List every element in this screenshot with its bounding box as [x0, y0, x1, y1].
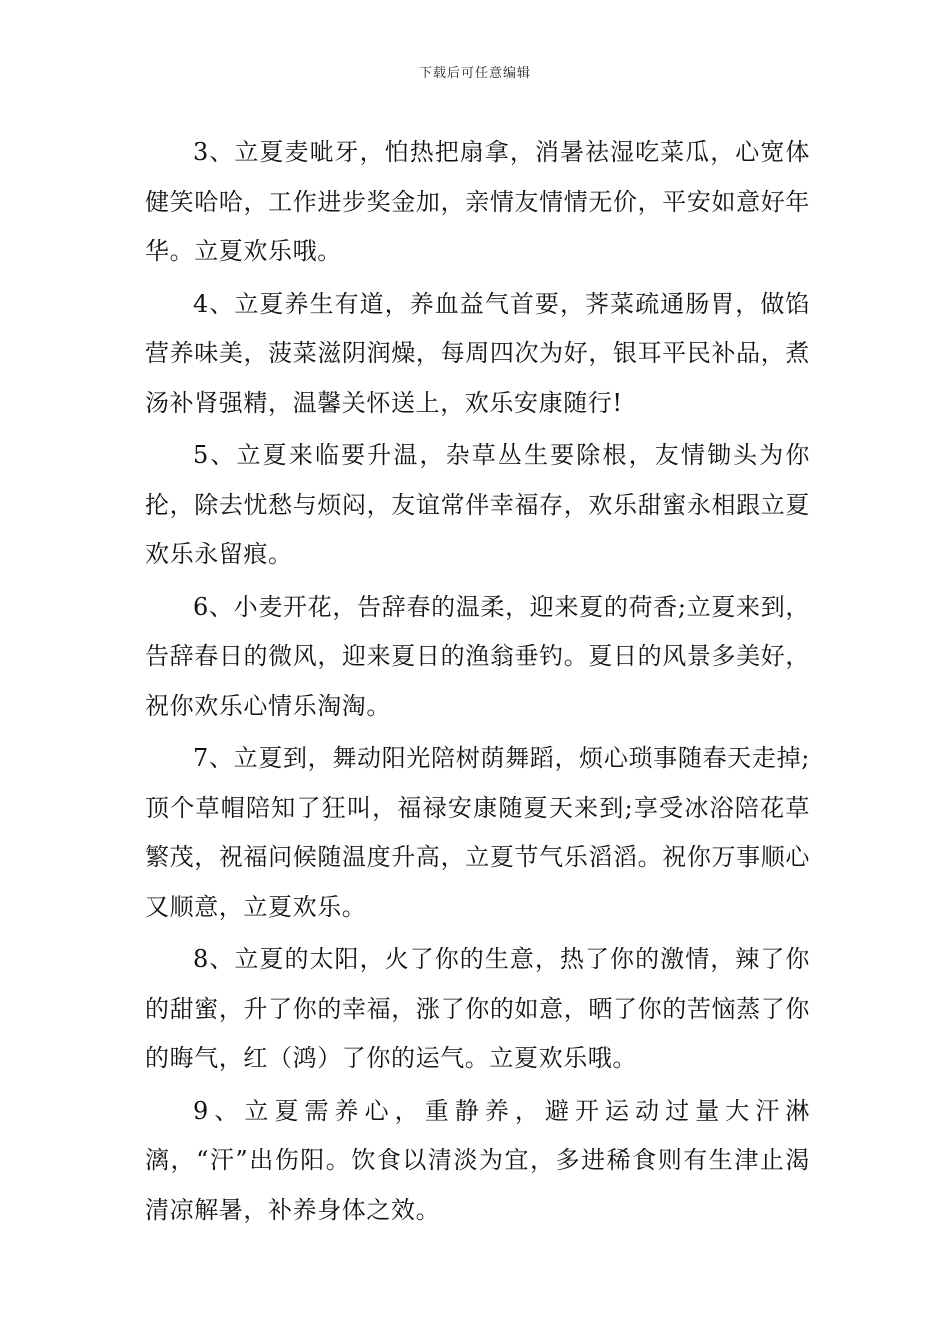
paragraph-9: 9、立夏需养心，重静养，避开运动过量大汗淋漓，“汗”出伤阳。饮食以清淡为宜，多进稀食则有生津止渴清凉解暑，补养身体之效。 [145, 1096, 810, 1224]
paragraph-3: 3、立夏麦呲牙，怕热把扇拿，消暑祛湿吃菜瓜，心宽体健笑哈哈，工作进步奖金加，亲情友情情无价，平安如意好年华。立夏欢乐哦。 [145, 138, 810, 265]
paragraph-8: 8、立夏的太阳，火了你的生意，热了你的激情，辣了你的甜蜜，升了你的幸福，涨了你的如意，晒了你的苦恼蒸了你的晦气，红（鸿）了你的运气。立夏欢乐哦。 [145, 945, 810, 1072]
page-header: 下载后可任意编辑 [418, 66, 531, 81]
document-body [145, 128, 810, 1238]
paragraph-4: 4、立夏养生有道，养血益气首要，荠菜疏通肠胃，做馅营养味美，菠菜滋阴润燥，每周四次为好，银耳平民补品，煮汤补肾强精，温馨关怀送上，欢乐安康随行! [145, 289, 810, 417]
paragraph-6: 6、小麦开花，告辞春的温柔，迎来夏的荷香;立夏来到，告辞春日的微风，迎来夏日的渔翁垂钓。夏日的风景多美好，祝你欢乐心情乐淘淘。 [145, 592, 810, 720]
paragraph-5: 5、立夏来临要升温，杂草丛生要除根，友情锄头为你抡，除去忧愁与烦闷，友谊常伴幸福存，欢乐甜蜜永相跟立夏欢乐永留痕。 [145, 441, 810, 568]
paragraph-7: 7、立夏到，舞动阳光陪树荫舞蹈，烦心琐事随春天走掉;顶个草帽陪知了狂叫，福禄安康随夏天来到;享受冰浴陪花草繁茂，祝福问候随温度升高，立夏节气乐滔滔。祝你万事顺心又顺意，立夏欢乐。 [145, 744, 810, 921]
